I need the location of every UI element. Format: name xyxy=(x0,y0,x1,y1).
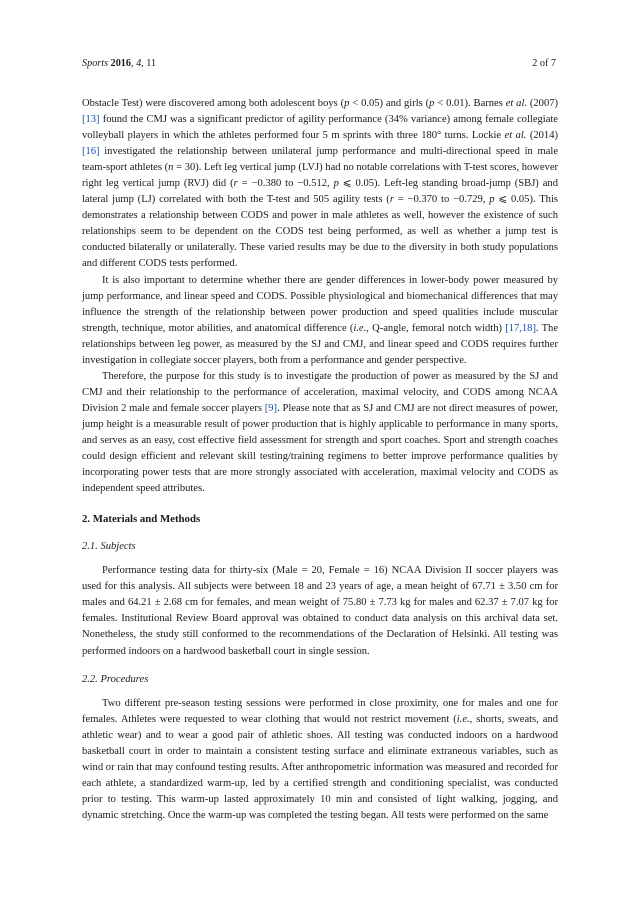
body-text xyxy=(82,96,558,824)
paragraph-5 xyxy=(82,696,558,824)
text-run: Therefore, the purpose for this study is to investigate the production of power as measured by the SJ and CMJ and their relationship to the performance of acceleration, maximal velocity, and CODS among NCAA Division 2 male and female soccer players xyxy=(82,370,558,414)
text-run: = 30). Left leg vertical jump (LVJ) had no notable correlations with T-test scores, however right leg vertical jump (RVJ) did ( xyxy=(82,162,559,190)
italic-etal: et al. xyxy=(505,98,528,109)
text-run: < 0.01). Barnes xyxy=(434,98,506,109)
text-run: < 0.05) and girls ( xyxy=(349,98,430,109)
text-run: . Please note that as SJ and CMJ are not direct measures of power, jump height is a measurable result of power production that is highly applicable to performance in many sports, and serves as an easy, cost effective field assessment for strength and sport coaches. Sport and strength coaches could design efficient and relevant skill testing/training regimens to better improve performance qualities by incorporating power tests that are more strongly associated with acceleration, maximal velocity and CODS as independent speed attributes. xyxy=(82,402,558,495)
text-run: Performance testing data for thirty-six (Male = 20, Female = 16) NCAA Division II soccer players was used for this analysis. All subjects were between 18 and 23 years of age, a mean height of 67.71 ± 3.50 cm for males and 64.21 ± 2.68 cm for females, and mean weight of 75.80 ± 7.73 kg for males and 62.37 ± 7.07 kg for females. Institutional Review Board approval was obtained to conduct data analysis on this archival data set. Nonetheless, the study still conformed to the recommendations of the Declaration of Helsinki. All testing was performed indoors on a hardwood basketball court in single session. xyxy=(82,565,558,657)
text-run: It is also important to determine whether there are gender differences in lower-body power measured by jump performance, and linear speed and CODS. Possible physiological and biomechanical differences that may influence the strength of the relationship between power production and speed qualities include muscular strength, technique, motor abilities, and anatomical difference ( xyxy=(82,274,558,334)
italic-symbol: p xyxy=(333,178,339,190)
text-run: Obstacle Test) were discovered among both adolescent boys ( xyxy=(82,98,345,109)
italic-etal: et al. xyxy=(504,130,527,142)
text-run: = −0.380 to −0.512, xyxy=(237,178,334,190)
text-run: ⩽ 0.05). This demonstrates a relationship between CODS and power in male athletes as well, however the existence of such relationships seem to be dependent on the CODS test being performed, as well as whether a jump test is conducted bilaterally or unilaterally. These varied results may be due to the diversity in both study populations and different CODS tests performed. xyxy=(82,194,558,270)
italic-ie: i.e. xyxy=(353,322,367,334)
citation-link[interactable]: [9] xyxy=(264,402,278,414)
text-run: (2007) xyxy=(527,98,559,109)
paragraph-4 xyxy=(82,563,558,659)
italic-ie: i.e. xyxy=(456,713,470,725)
text-run: Two different pre-season testing sessions were performed in close proximity, one for males and one for females. Athletes were requested to wear clothing that would not restrict movement ( xyxy=(82,697,558,725)
journal-volume: 4 xyxy=(136,58,142,69)
text-run: (2014) xyxy=(526,130,558,142)
italic-symbol: r xyxy=(233,178,238,190)
paragraph-3 xyxy=(82,369,558,497)
journal-citation: Sports 2016, 4, 11 xyxy=(82,58,157,69)
journal-year: 2016 xyxy=(110,58,131,69)
text-run: found the CMJ was a significant predictor of agility performance (34% variance) among female collegiate volleyball players in which the athletes performed four 5 m sprints with three 180° turns. Lockie xyxy=(82,114,558,142)
section-heading-materials-methods: 2. Materials and Methods xyxy=(82,513,201,526)
text-run: = −0.370 to −0.729, xyxy=(393,194,490,206)
subsection-heading-procedures: 2.2. Procedures xyxy=(82,673,149,685)
running-header xyxy=(82,58,556,69)
article-number: 11 xyxy=(146,58,157,69)
text-run: investigated the relationship between unilateral jump performance and multi-directional speed in male team-sport athletes ( xyxy=(82,146,558,174)
text-run: ⩽ 0.05). Left-leg standing broad-jump (SBJ) and lateral jump (LJ) correlated with both the T-test and 505 agility tests ( xyxy=(82,178,558,206)
citation-link[interactable]: [13] xyxy=(82,114,100,126)
text-run: , shorts, sweats, and athletic wear) and to wear a good pair of athletic shoes. All testing was conducted indoors on a hardwood basketball court in order to maintain a consistent testing surface and eliminate extraneous variables, such as wind or rain that may confound testing results. After anthropometric information was measured and recorded for each athlete, a standardized warm-up, led by a certified strength and conditioning specialist, was conducted prior to testing. This warm-up lasted approximately 10 min and consisted of light walking, jogging, and dynamic stretching. Once the warm-up was completed the testing began. All tests were performed on the same xyxy=(82,713,558,821)
citation-link[interactable]: [17,18] xyxy=(505,322,536,334)
subsection-heading-subjects: 2.1. Subjects xyxy=(82,541,136,553)
italic-symbol: n xyxy=(168,162,174,174)
text-run: , Q-angle, femoral notch width) xyxy=(366,322,506,334)
page-number: 2 of 7 xyxy=(532,58,556,69)
citation-link[interactable]: [16] xyxy=(82,146,100,158)
italic-symbol: r xyxy=(389,194,394,206)
journal-name: Sports xyxy=(82,58,109,69)
paragraph-2 xyxy=(82,273,558,369)
paragraph-1 xyxy=(82,96,558,273)
italic-symbol: p xyxy=(344,98,350,109)
italic-symbol: p xyxy=(429,98,435,109)
text-run: . The relationships between leg power, as measured by the SJ and CMJ, and linear speed and CODS requires further investigation in collegiate soccer players, both from a performance and gender perspective. xyxy=(82,322,559,366)
italic-symbol: p xyxy=(489,194,495,206)
